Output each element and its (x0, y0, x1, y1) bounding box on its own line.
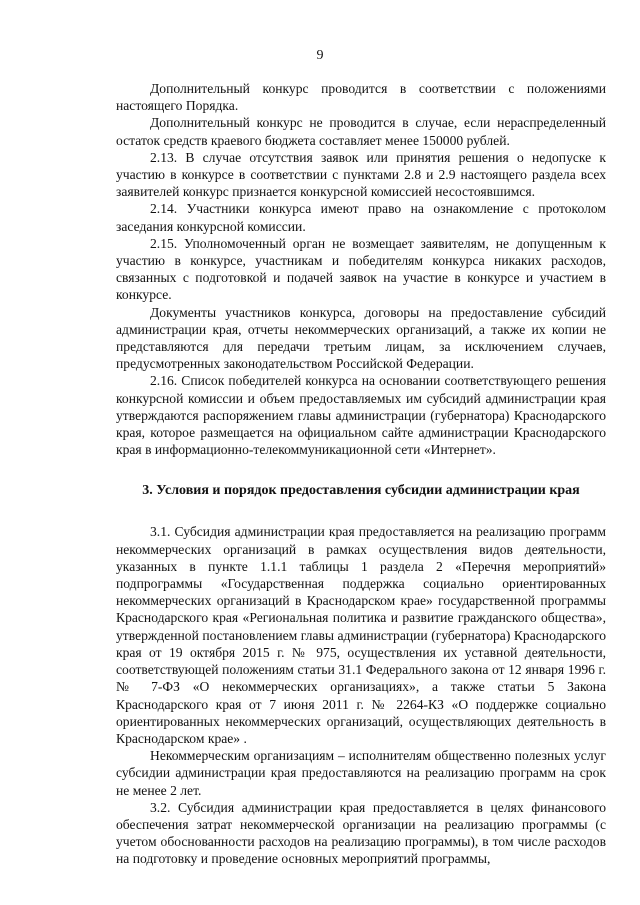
paragraph-additional-contest-procedure: Дополнительный конкурс проводится в соответствии с положениями настоящего Порядка. (116, 81, 606, 114)
paragraph-2-15: 2.15. Уполномоченный орган не возмещает заявителям, не допущенным к участию в конкурсе, участникам и победителям конкурса никаких расходов, связанных с подготовкой и подачей заявок на участие в конкурсе и участием в конкурсе. (116, 235, 606, 303)
section-heading: 3. Условия и порядок предоставления субсидии администрации края (142, 483, 580, 499)
paragraph-3-1: 3.1. Субсидия администрации края предоставляется на реализацию программ некоммерческих организаций в рамках осуществления видов деятельности, указанных в пункте 1.1.1 таблицы 1 раздела 2 «Перечня мероприятий» подпрограммы «Государственная поддержка социально ориентированных некоммерческих организаций в Краснодарском крае» государственной программы Краснодарского края «Региональная политика и развитие гражданского общества», утвержденной постановлением главы администрации (губернатора) Краснодарского края от 19 октября 2015 г. № 975, осуществления их уставной деятельности, соответствующей положениям статьи 31.1 Федерального закона от 12 января 1996 г. № 7-ФЗ «О некоммерческих организациях», а также статьи 5 Закона Краснодарского края от 7 июня 2011 г. № 2264-КЗ «О поддержке социально ориентированных некоммерческих организаций, осуществляющих деятельность в Краснодарском крае» . (116, 524, 606, 746)
document-body (116, 80, 606, 868)
paragraph-2-13: 2.13. В случае отсутствия заявок или принятия решения о недопуске к участию в конкурсе в соответствии с пунктами 2.8 и 2.9 настоящего раздела всех заявителей конкурс признается конкурсной комиссией несостоявшимся. (116, 149, 606, 200)
paragraph-service-providers: Некоммерческим организациям – исполнителям общественно полезных услуг субсидии администрации края предоставляются на реализацию программ на срок не менее 2 лет. (116, 748, 606, 798)
paragraph-additional-contest-not-held: Дополнительный конкурс не проводится в случае, если нераспределенный остаток средств краевого бюджета составляет менее 150000 рублей. (116, 115, 606, 148)
paragraph-2-14: 2.14. Участники конкурса имеют право на ознакомление с протоколом заседания конкурсной комиссии. (116, 201, 606, 234)
paragraph-3-2: 3.2. Субсидия администрации края предоставляется в целях финансового обеспечения затрат некоммерческой организации на реализацию программы (с учетом обоснованности расходов на реализацию программы), в том числе расходов на подготовку и проведение основных мероприятий программы, (116, 799, 606, 867)
paragraph-participant-documents: Документы участников конкурса, договоры на предоставление субсидий администрации края, отчеты некоммерческих организаций, а также их копии не представляются для передачи третьим лицам, за исключением случаев, предусмотренных законодательством Российской Федерации. (116, 304, 606, 372)
page-number: 9 (316, 48, 324, 63)
paragraph-2-16: 2.16. Список победителей конкурса на основании соответствующего решения конкурсной комиссии и объем предоставляемых им субсидий администрации края утверждаются распоряжением главы администрации (губернатора) Краснодарского края, которое размещается на официальном сайте администрации Краснодарского края в информационно-телекоммуникационной сети «Интернет». (116, 373, 606, 458)
